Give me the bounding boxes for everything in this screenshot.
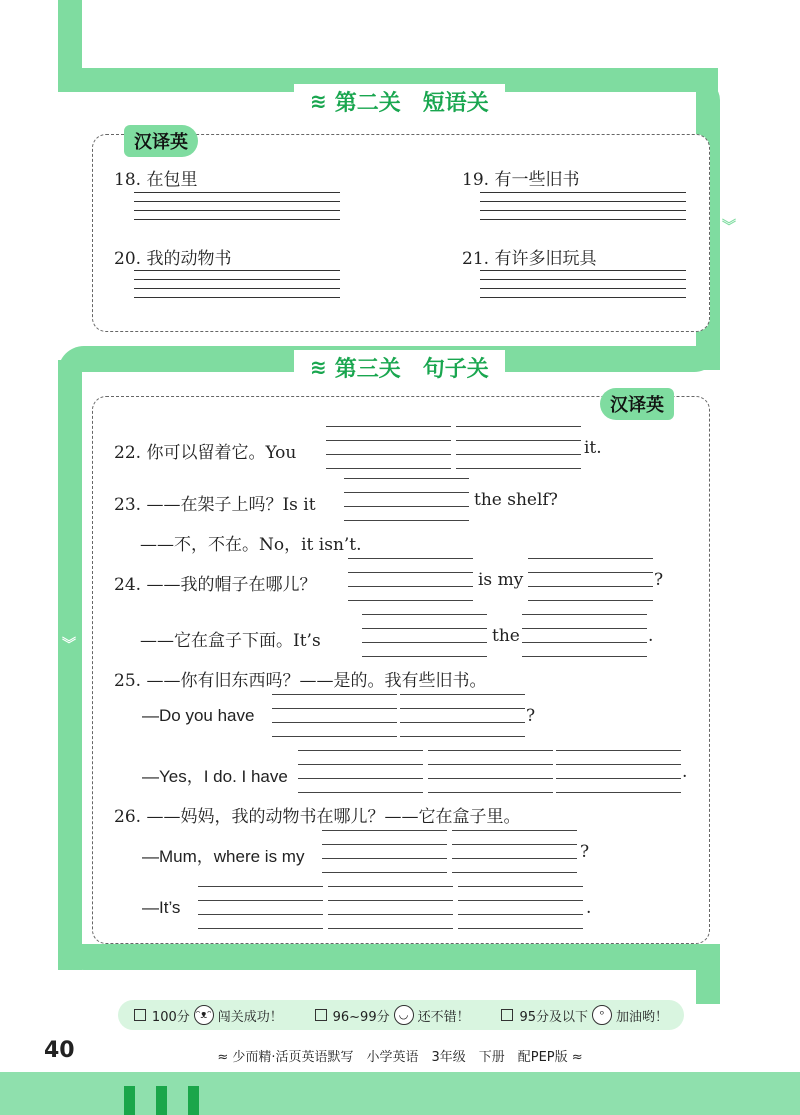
question-label: 20. 我的动物书 xyxy=(114,249,232,269)
frame-band xyxy=(696,944,720,1004)
question-label: 24. ——我的帽子在哪儿？ xyxy=(114,575,317,595)
chevron-down-icon: ︾ xyxy=(722,219,736,235)
answer-slot[interactable] xyxy=(198,886,323,928)
wave-icon: ≋ xyxy=(310,355,325,379)
answer-slot[interactable] xyxy=(272,694,397,736)
smile-face-icon: ◡ xyxy=(394,1005,414,1025)
sentence-text: . xyxy=(682,762,688,782)
footer-text: ≈ 少而精·活页英语默写 小学英语 3年级 下册 配PEP版 ≈ xyxy=(217,1050,583,1065)
answer-slot[interactable] xyxy=(348,558,473,600)
sentence-text: . xyxy=(648,626,654,646)
cheer-face-icon: ᵒ xyxy=(592,1005,612,1025)
sentence-text: —It’s xyxy=(142,898,181,917)
page-number: 40 xyxy=(44,1038,75,1063)
answer-slot[interactable] xyxy=(456,426,581,468)
footer-ground xyxy=(0,1072,800,1115)
checkbox[interactable] xyxy=(501,1009,513,1021)
section-title: ≋ 第二关 短语关 xyxy=(294,84,505,118)
sentence-text: —Do you have xyxy=(142,706,255,725)
checkbox[interactable] xyxy=(134,1009,146,1021)
question-label: 23. ——在架子上吗？Is it xyxy=(114,495,316,515)
wave-icon: ≋ xyxy=(310,89,325,113)
sentence-text: it. xyxy=(584,438,602,458)
score-item[interactable]: 95分及以下 ᵒ 加油哟！ xyxy=(501,1005,668,1025)
checkbox[interactable] xyxy=(315,1009,327,1021)
answer-slot[interactable] xyxy=(328,886,453,928)
sentence-text: is my xyxy=(478,570,524,590)
sentence-text: ——它在盒子下面。It’s xyxy=(140,631,321,651)
answer-slot[interactable] xyxy=(458,886,583,928)
answer-slot[interactable] xyxy=(362,614,487,656)
happy-face-icon: ᵔᴥᵔ xyxy=(194,1005,214,1025)
answer-lines[interactable] xyxy=(134,192,340,228)
answer-lines[interactable] xyxy=(134,270,340,306)
score-item[interactable]: 96~99分 ◡ 还不错！ xyxy=(315,1005,470,1025)
question-label: 25. ——你有旧东西吗？——是的。我有些旧书。 xyxy=(114,671,487,691)
decor-post xyxy=(156,1086,167,1115)
question-label: 26. ——妈妈，我的动物书在哪儿？——它在盒子里。 xyxy=(114,807,521,827)
sentence-text: —Yes，I do. I have xyxy=(142,767,288,786)
answer-slot[interactable] xyxy=(400,694,525,736)
section-tag: 汉译英 xyxy=(124,125,198,157)
sentence-text: ——不，不在。No，it isn’t. xyxy=(140,535,362,555)
decor-post xyxy=(124,1086,135,1115)
sentence-text: the shelf? xyxy=(474,490,558,510)
question-label: 18. 在包里 xyxy=(114,170,198,190)
frame-band xyxy=(58,360,82,970)
decor-post xyxy=(188,1086,199,1115)
answer-slot[interactable] xyxy=(428,750,553,792)
section-tag: 汉译英 xyxy=(600,388,674,420)
question-label: 21. 有许多旧玩具 xyxy=(462,249,597,269)
sentence-text: ? xyxy=(654,570,664,590)
answer-slot[interactable] xyxy=(298,750,423,792)
sentence-text: ? xyxy=(580,842,590,862)
question-label: 22. 你可以留着它。You xyxy=(114,443,297,463)
sentence-text: —Mum，where is my xyxy=(142,847,305,866)
frame-band xyxy=(58,944,720,970)
answer-slot[interactable] xyxy=(522,614,647,656)
answer-slot[interactable] xyxy=(326,426,451,468)
answer-lines[interactable] xyxy=(480,192,686,228)
sentence-text: ? xyxy=(526,706,536,726)
answer-slot[interactable] xyxy=(452,830,577,872)
answer-slot[interactable] xyxy=(528,558,653,600)
section-title: ≋ 第三关 句子关 xyxy=(294,350,505,384)
answer-slot[interactable] xyxy=(322,830,447,872)
score-bar xyxy=(118,1000,684,1030)
sentence-text: the xyxy=(492,626,520,646)
answer-slot[interactable] xyxy=(344,478,469,520)
chevron-down-icon: ︾ xyxy=(62,637,76,653)
sentence-text: . xyxy=(586,898,592,918)
answer-lines[interactable] xyxy=(480,270,686,306)
score-item[interactable]: 100分 ᵔᴥᵔ 闯关成功！ xyxy=(134,1005,283,1025)
question-label: 19. 有一些旧书 xyxy=(462,170,580,190)
answer-slot[interactable] xyxy=(556,750,681,792)
